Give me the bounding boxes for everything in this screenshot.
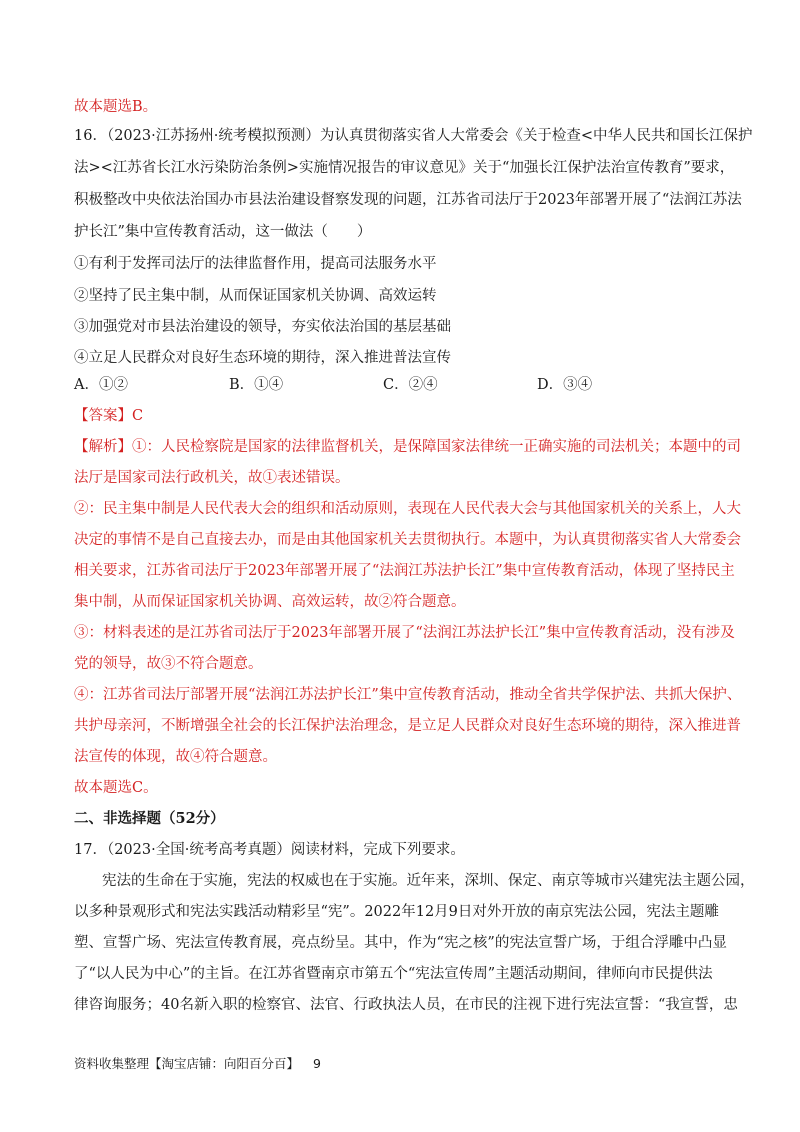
q16-answer: 【答案】C [74, 408, 144, 424]
q16-analysis-line-7: ③：材料表述的是江苏省司法厅于2023年部署开展了“法润江苏法护长江”集中宣传教育活动，没有涉及 [74, 625, 735, 641]
q16-statement-4: ④立足人民群众对良好生态环境的期待，深入推进普法宣传 [74, 350, 451, 366]
q16-option-c: C．②④ [383, 377, 438, 393]
q16-analysis-line-3: ②：民主集中制是人民代表大会的组织和活动原则，表现在人民代表大会与其他国家机关的关系上，人大 [74, 501, 741, 517]
q16-option-a: A．①② [74, 377, 128, 393]
q17-stem: 17．（2023·全国·统考高考真题）阅读材料，完成下列要求。 [74, 842, 465, 858]
q16-analysis-line-11: 法宣传的体现，故④符合题意。 [74, 749, 277, 765]
q17-material-line-3: 塑、宣誓广场、宪法宣传教育展，亮点纷呈。其中，作为“宪之核”的宪法宣誓广场，于组合浮雕中凸显 [74, 935, 727, 951]
q17-material-line-4: 了“以人民为中心”的主旨。在江苏省暨南京市第五个“宪法宣传周”主题活动期间，律师向市民提供法 [74, 966, 713, 982]
q16-statement-3: ③加强党对市县法治建设的领导，夯实依法治国的基层基础 [74, 319, 451, 335]
q16-statement-2: ②坚持了民主集中制，从而保证国家机关协调、高效运转 [74, 288, 437, 304]
footer-source: 资料收集整理【淘宝店铺：向阳百分百】 [74, 1056, 300, 1071]
q16-analysis-line-6: 集中制，从而保证国家机关协调、高效运转，故②符合题意。 [74, 594, 466, 610]
q16-stem-line-3: 积极整改中央依法治国办市县法治建设督察发现的问题，江苏省司法厅于2023年部署开展了“法润江苏法 [74, 192, 742, 208]
q16-stem-line-2: 法><江苏省长江水污染防治条例>实施情况报告的审议意见》关于“加强长江保护法治宣传教育”要求， [74, 160, 735, 176]
previous-conclusion: 故本题选B。 [74, 99, 158, 115]
q16-option-d: D．③④ [537, 377, 593, 393]
q16-analysis-line-1: 【解析】①：人民检察院是国家的法律监督机关，是保障国家法律统一正确实施的司法机关；本题中的司 [74, 439, 741, 455]
q16-stem-line-4: 护长江”集中宣传教育活动，这一做法（ ） [74, 224, 372, 240]
section-2-title: 二、非选择题（52分） [74, 810, 225, 827]
page-footer [74, 1055, 321, 1073]
q17-material-line-1: 宪法的生命在于实施，宪法的权威也在于实施。近年来，深圳、保定、南京等城市兴建宪法主题公园， [102, 873, 755, 889]
q16-statement-1: ①有利于发挥司法厅的法律监督作用，提高司法服务水平 [74, 256, 437, 272]
q17-material-line-5: 律咨询服务；40名新入职的检察官、法官、行政执法人员，在市民的注视下进行宪法宣誓：“我宣誓，忠 [74, 997, 738, 1013]
q16-analysis-line-9: ④：江苏省司法厅部署开展“法润江苏法护长江”集中宣传教育活动，推动全省共学保护法、共抓大保护、 [74, 687, 742, 703]
q16-analysis-line-4: 决定的事情不是自己直接去办，而是由其他国家机关去贯彻执行。本题中，为认真贯彻落实省人大常委会 [74, 532, 741, 548]
q16-analysis-line-5: 相关要求，江苏省司法厅于2023年部署开展了“法润江苏法护长江”集中宣传教育活动，体现了坚持民主 [74, 563, 735, 579]
page-number: 9 [313, 1056, 321, 1071]
q16-option-b: B．①④ [229, 377, 284, 393]
q16-analysis-line-10: 共护母亲河，不断增强全社会的长江保护法治理念，是立足人民群众对良好生态环境的期待，深入推进普 [74, 718, 741, 734]
q16-conclusion: 故本题选C。 [74, 780, 158, 796]
q16-stem-line-1: 16．（2023·江苏扬州·统考模拟预测）为认真贯彻落实省人大常委会《关于检查<中华人民共和国长江保护 [74, 128, 753, 144]
q16-analysis-line-8: 党的领导，故③不符合题意。 [74, 656, 263, 672]
q17-material-line-2: 以多种景观形式和宪法实践活动精彩呈“宪”。2022年12月9日对外开放的南京宪法公园，宪法主题雕 [74, 904, 719, 920]
q16-analysis-line-2: 法厅是国家司法行政机关，故①表述错误。 [74, 470, 350, 486]
